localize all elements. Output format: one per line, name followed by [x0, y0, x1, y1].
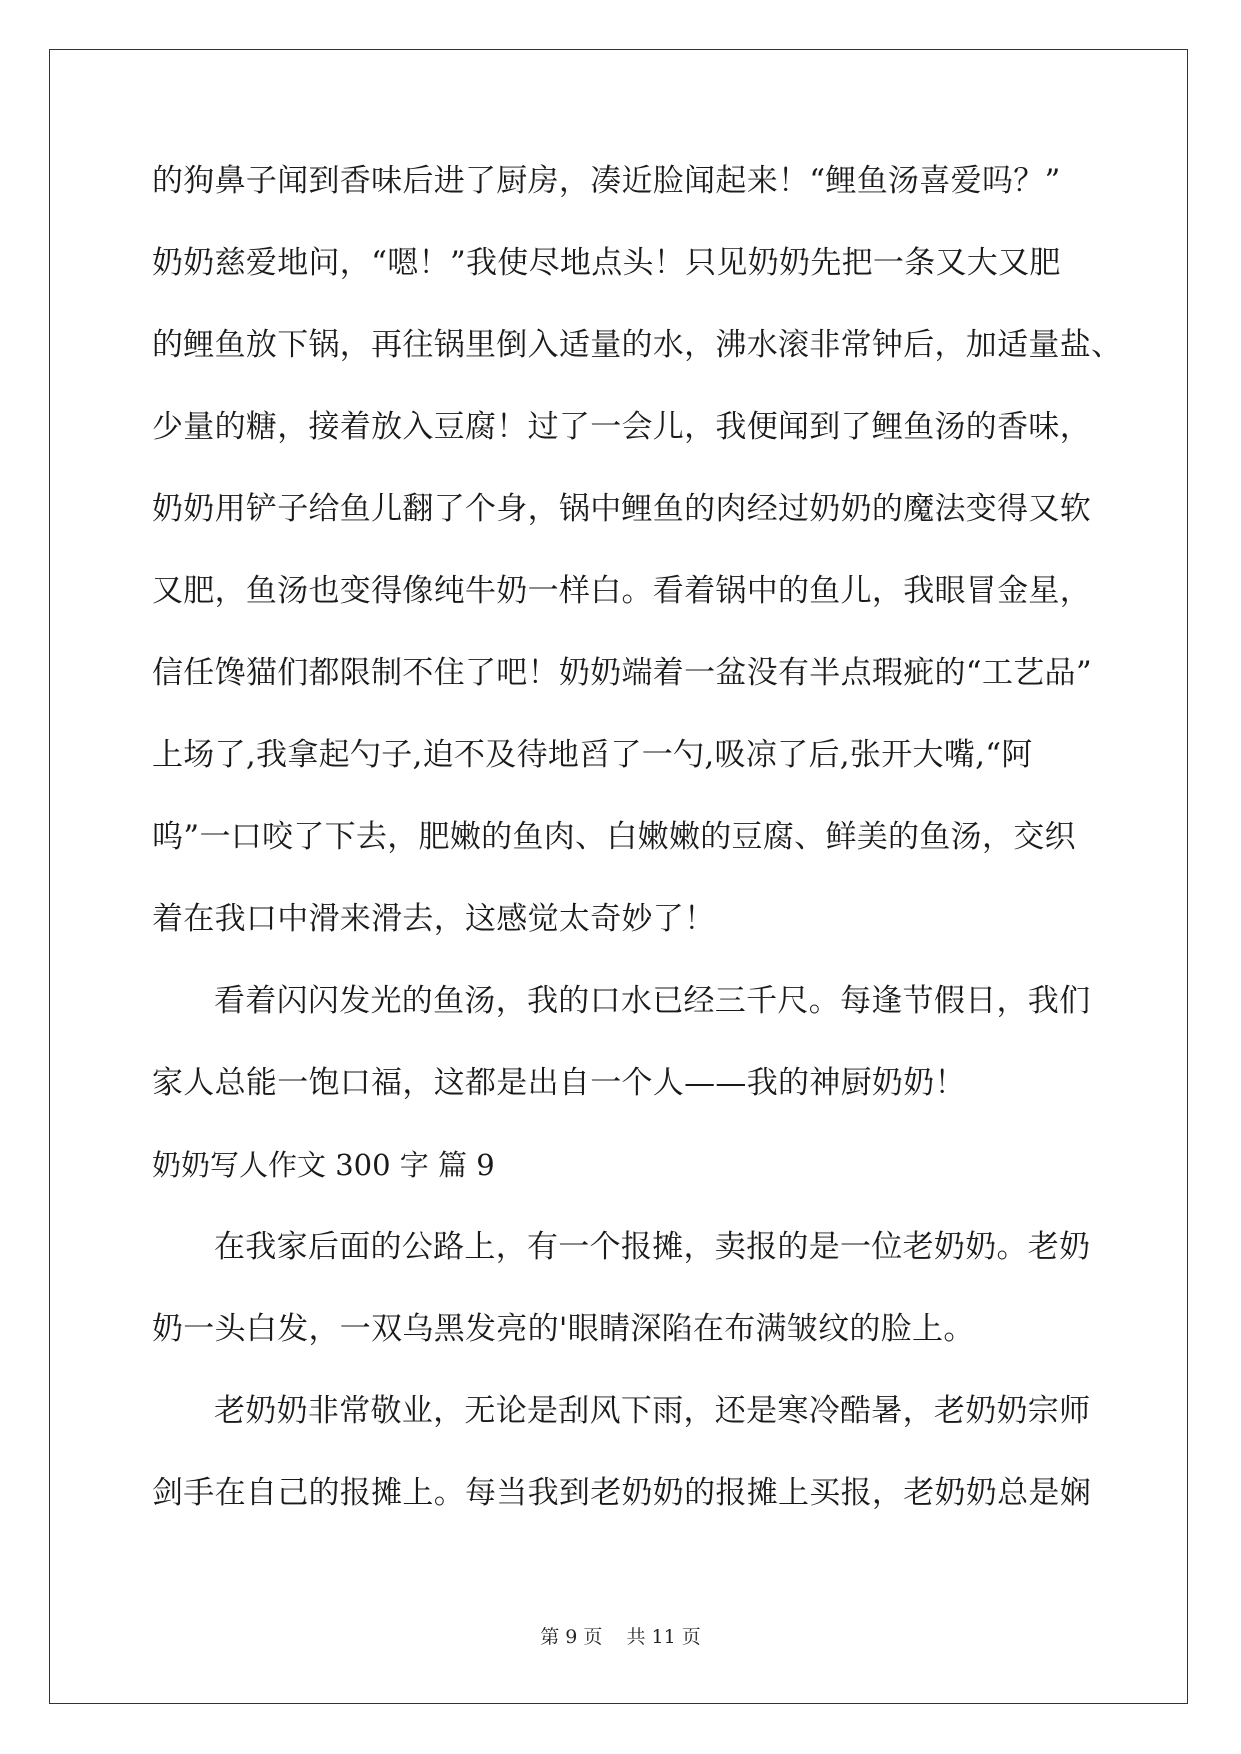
text-line: 的狗鼻子闻到香味后进了厨房，凑近脸闻起来！“鲤鱼汤喜爱吗？” [152, 163, 1061, 199]
text-line: 在我家后面的公路上，有一个报摊，卖报的是一位老奶奶。老奶 [214, 1229, 1091, 1265]
page-footer [0, 1622, 1241, 1649]
text-line: 又肥，鱼汤也变得像纯牛奶一样白。看着锅中的鱼儿，我眼冒金星， [152, 573, 1091, 609]
page-number: 第 9 页 [540, 1626, 603, 1648]
text-line: 上场了,我拿起勺子,迫不及待地舀了一勺,吸凉了后,张开大嘴,“阿 [152, 737, 1033, 773]
text-line: 老奶奶非常敬业，无论是刮风下雨，还是寒冷酷暑，老奶奶宗师 [214, 1393, 1091, 1429]
document-body [152, 159, 1123, 1553]
text-line: 家人总能一饱口福，这都是出自一个人——我的神厨奶奶！ [152, 1065, 966, 1101]
text-line: 少量的糖，接着放入豆腐！过了一会儿，我便闻到了鲤鱼汤的香味， [152, 409, 1091, 445]
section-heading: 奶奶写人作文 300 字 篇 9 [152, 1148, 495, 1182]
text-line: 奶一头白发，一双乌黑发亮的'眼睛深陷在布满皱纹的脸上。 [152, 1311, 975, 1347]
text-line: 呜”一口咬了下去，肥嫩的鱼肉、白嫩嫩的豆腐、鲜美的鱼汤，交织 [152, 819, 1076, 855]
text-line: 剑手在自己的报摊上。每当我到老奶奶的报摊上买报，老奶奶总是娴 [152, 1475, 1091, 1511]
text-line: 着在我口中滑来滑去，这感觉太奇妙了！ [152, 901, 716, 937]
page-total: 共 11 页 [626, 1626, 701, 1648]
text-line: 奶奶用铲子给鱼儿翻了个身，锅中鲤鱼的肉经过奶奶的魔法变得又软 [152, 491, 1091, 527]
text-line: 奶奶慈爱地问，“嗯！”我使尽地点头！只见奶奶先把一条又大又肥 [152, 245, 1061, 281]
text-line: 信任馋猫们都限制不住了吧！奶奶端着一盆没有半点瑕疵的“工艺品” [152, 655, 1092, 691]
text-line: 的鲤鱼放下锅，再往锅里倒入适量的水，沸水滚非常钟后，加适量盐、 [152, 327, 1123, 363]
text-line: 看着闪闪发光的鱼汤，我的口水已经三千尺。每逢节假日，我们 [214, 983, 1091, 1019]
